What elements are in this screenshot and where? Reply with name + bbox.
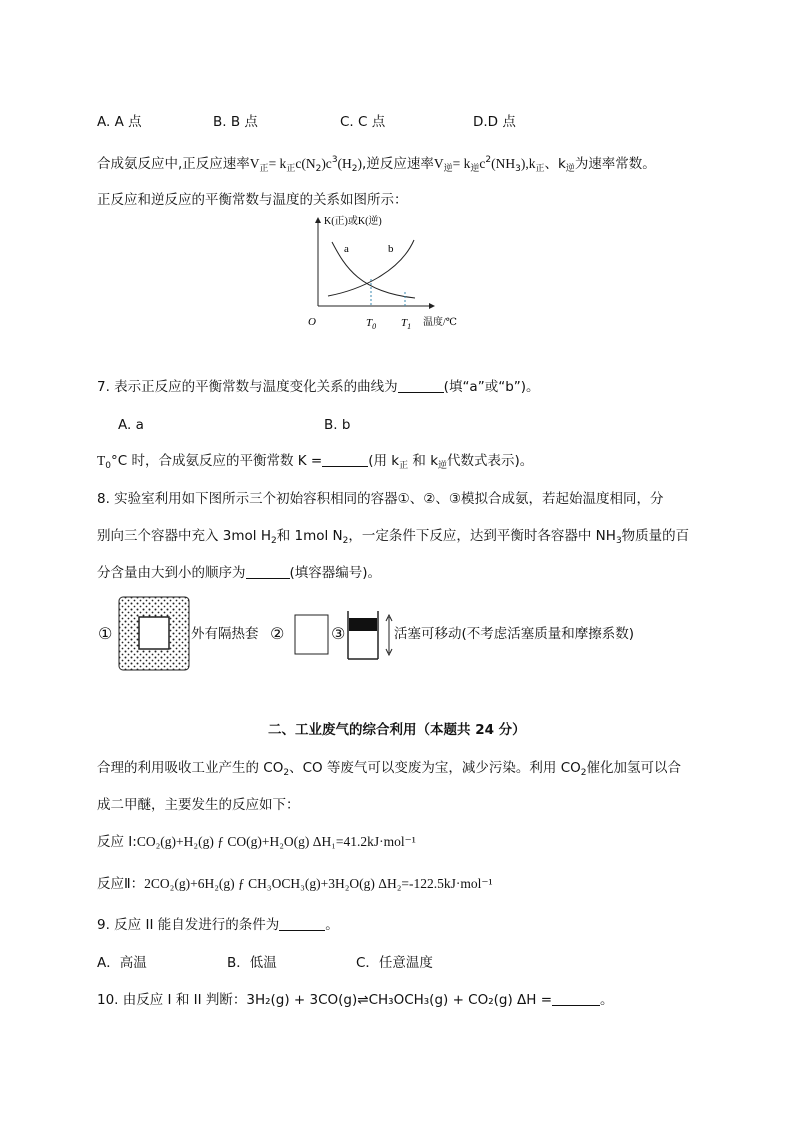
movable-arrow-icon xyxy=(384,614,394,656)
section-2-title: 二、工业废气的综合利用（本题共 24 分） xyxy=(268,722,526,738)
container-1-label: ① xyxy=(98,624,113,643)
answer-blank xyxy=(322,452,368,467)
container-2 xyxy=(294,614,330,656)
x-axis-label: 温度/℃ xyxy=(423,317,457,328)
q9-option-a: A．高温 xyxy=(97,955,147,971)
answer-blank xyxy=(552,991,600,1006)
container-1-insulated xyxy=(118,596,190,671)
question-10: 10. 由反应 I 和 II 判断：3H₂(g) + 3CO(g)⇌CH₃OCH₃(g) + CO₂(g) ΔH = 。 xyxy=(97,992,614,1008)
rate-expression-line: 合成氨反应中,正反应速率$V_正= k_正c(N_2)c^3(H_2)$,逆反应速率$V_逆= k_逆c^2(NH_3),k_正$、$k_逆$为速率常数。 xyxy=(97,155,656,174)
container-3-piston xyxy=(346,610,380,660)
reaction-2: 反应Ⅱ：2CO₂(g)+6H₂(g) ƒ CH₃OCH₃(g)+3H₂O(g) ΔH₂=-122.5kJ·mol⁻¹ xyxy=(97,876,493,892)
container-2-label: ② xyxy=(270,624,285,643)
option-a: A. A 点 xyxy=(97,114,142,130)
answer-blank xyxy=(398,378,444,393)
q9-option-c: C．任意温度 xyxy=(356,955,433,971)
curve-a-label: a xyxy=(344,243,349,255)
t1-label: $T_1$ xyxy=(401,317,412,331)
option-c: C. C 点 xyxy=(340,114,386,130)
y-axis-label: K(正)或K(逆) xyxy=(324,216,382,227)
question-8-line-3: 分含量由大到小的顺序为 (填容器编号)。 xyxy=(97,565,382,581)
equilibrium-constant-question: $T_0^\circ C$ 时，合成氨反应的平衡常数 K = (用 $k_正$ 和 $k_逆$代数式表示)。 xyxy=(97,453,534,471)
equilibrium-constant-graph xyxy=(300,212,480,334)
piston-label: 活塞可移动(不考虑活塞质量和摩擦系数) xyxy=(394,626,635,642)
option-d: D.D 点 xyxy=(473,114,516,130)
t0-label: $T_0$ xyxy=(366,317,377,331)
answer-blank xyxy=(246,564,290,579)
curve-b-label: b xyxy=(388,243,394,255)
answer-blank xyxy=(279,916,325,931)
question-8-line-2: 别向三个容器中充入 3mol $H_2$和 1mol $N_2$，一定条件下反应，达到平衡时各容器中 $NH_3$物质量的百 xyxy=(97,528,690,546)
q9-option-b: B．低温 xyxy=(227,955,277,971)
q7-option-a: A. a xyxy=(118,417,144,433)
section-2-intro-1: 合理的利用吸收工业产生的 $CO_2$、CO 等废气可以变废为宝，减少污染。利用 $CO_2$催化加氢可以合 xyxy=(97,760,681,778)
origin-label: O xyxy=(308,316,316,328)
graph-intro: 正反应和逆反应的平衡常数与温度的关系如图所示： xyxy=(97,192,408,208)
insulation-label: 外有隔热套 xyxy=(191,626,259,642)
reaction-1: 反应 I:CO₂(g)+H₂(g) ƒ CO(g)+H₂O(g) ΔH₁=41.2kJ·mol⁻¹ xyxy=(97,834,416,850)
option-b: B. B 点 xyxy=(213,114,258,130)
container-3-label: ③ xyxy=(331,624,346,643)
q7-option-b: B. b xyxy=(324,417,351,433)
question-8-line-1: 8. 实验室利用如下图所示三个初始容积相同的容器①、②、③模拟合成氨，若起始温度相同，分 xyxy=(97,491,664,507)
question-9: 9. 反应 II 能自发进行的条件为 。 xyxy=(97,917,339,933)
question-7: 7. 表示正反应的平衡常数与温度变化关系的曲线为 (填“a”或“b”)。 xyxy=(97,379,540,395)
section-2-intro-2: 成二甲醚，主要发生的反应如下： xyxy=(97,797,300,813)
piston xyxy=(349,618,377,631)
